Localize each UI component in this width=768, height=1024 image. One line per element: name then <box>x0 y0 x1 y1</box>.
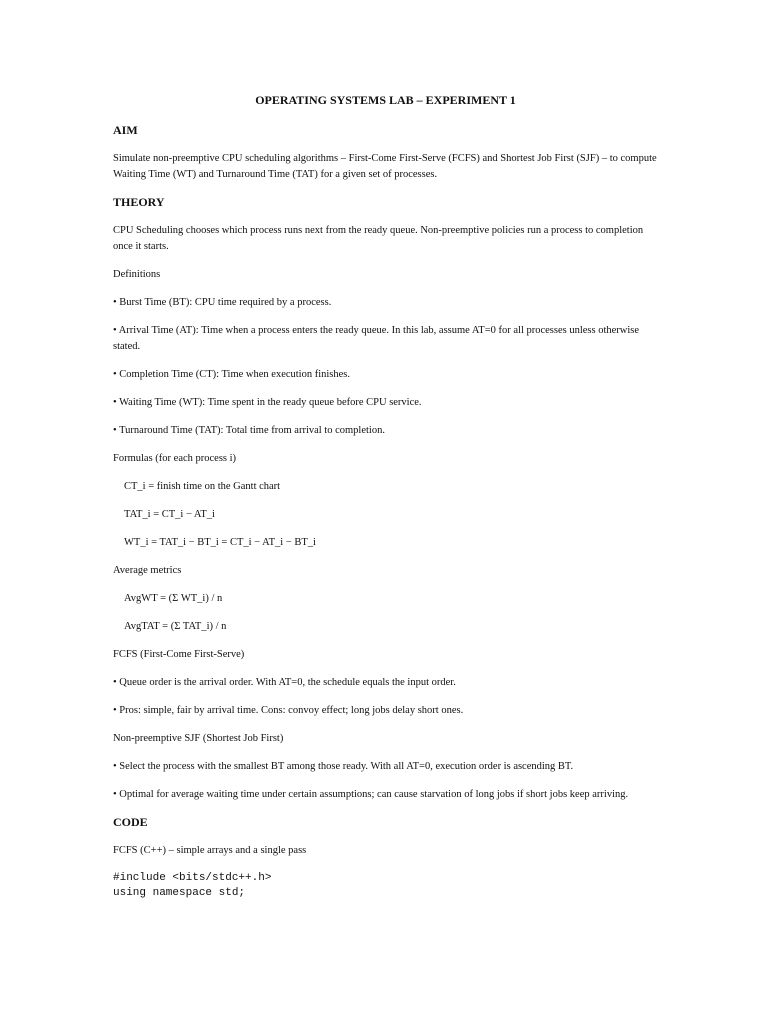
code-heading: CODE <box>113 815 148 829</box>
formula-avgtat: AvgTAT = (Σ TAT_i) / n <box>124 621 227 632</box>
fcfs-code-caption: FCFS (C++) – simple arrays and a single pass <box>113 845 307 856</box>
definition-bt: • Burst Time (BT): CPU time required by a process. <box>113 297 332 308</box>
theory-heading: THEORY <box>113 195 165 209</box>
fcfs-label: FCFS (First-Come First-Serve) <box>113 649 245 660</box>
aim-heading: AIM <box>113 123 138 137</box>
avg-metrics-label: Average metrics <box>113 565 182 576</box>
fcfs-point-pros-cons: • Pros: simple, fair by arrival time. Cons: convoy effect; long jobs delay short ones. <box>113 705 464 716</box>
code-line: #include <bits/stdc++.h> <box>113 872 272 884</box>
definition-wt: • Waiting Time (WT): Time spent in the ready queue before CPU service. <box>113 397 422 408</box>
aim-text: Simulate non-preemptive CPU scheduling algorithms – First-Come First-Serve (FCFS) and Shortest Job First (SJF) – to compute Waiting Time (WT) and Turnaround Time (TAT) for a given set of processes. <box>113 153 657 180</box>
sjf-label: Non-preemptive SJF (Shortest Job First) <box>113 733 284 744</box>
code-line: using namespace std; <box>113 887 246 899</box>
formula-ct: CT_i = finish time on the Gantt chart <box>124 481 281 492</box>
formulas-label: Formulas (for each process i) <box>113 453 237 464</box>
formula-wt: WT_i = TAT_i − BT_i = CT_i − AT_i − BT_i <box>124 537 316 548</box>
document-page <box>113 93 658 901</box>
fcfs-point-order: • Queue order is the arrival order. With AT=0, the schedule equals the input order. <box>113 677 456 688</box>
definition-at: • Arrival Time (AT): Time when a process enters the ready queue. In this lab, assume AT=0 for all processes unless otherwise stated. <box>113 325 640 352</box>
definitions-label: Definitions <box>113 269 161 280</box>
document-title: OPERATING SYSTEMS LAB – EXPERIMENT 1 <box>255 93 516 107</box>
theory-intro: CPU Scheduling chooses which process runs next from the ready queue. Non-preemptive policies run a process to completion once it starts. <box>113 225 644 252</box>
formula-avgwt: AvgWT = (Σ WT_i) / n <box>124 593 223 604</box>
sjf-point-select: • Select the process with the smallest BT among those ready. With all AT=0, execution order is ascending BT. <box>113 761 574 772</box>
definition-tat: • Turnaround Time (TAT): Total time from arrival to completion. <box>113 425 385 436</box>
sjf-point-optimal: • Optimal for average waiting time under certain assumptions; can cause starvation of long jobs if short jobs keep arriving. <box>113 789 629 800</box>
formula-tat: TAT_i = CT_i − AT_i <box>124 509 215 520</box>
definition-ct: • Completion Time (CT): Time when execution finishes. <box>113 369 351 380</box>
